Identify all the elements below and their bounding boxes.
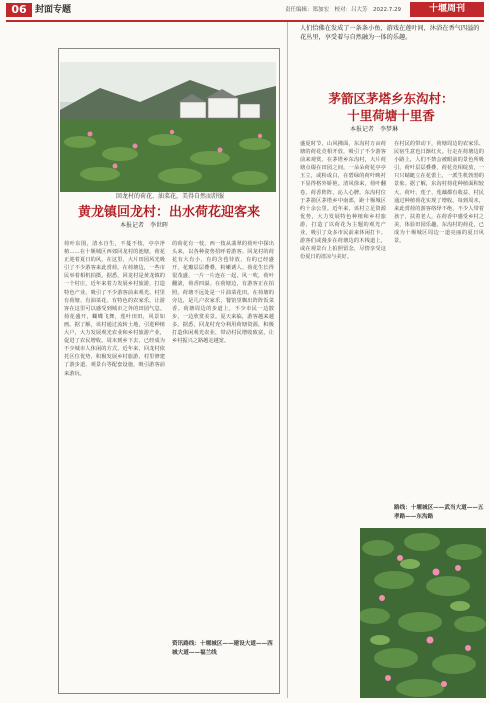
article2-route	[394, 504, 484, 521]
section-title: 封面专题	[35, 5, 72, 15]
brand-logo: 十堰周刊	[410, 2, 484, 17]
article2-body-col1: 盛夏时节，山风拂面，东沟村万亩荷塘的荷花竞相开放，吸引了不少游客前来观赏。在茅塔乡东沟村，大片荷塘点缀在田园之间，一朵朵荷花亭亭玉立，或粉或白，在碧绿的荷叶映衬下显得格外娇艳。清风徐来，荷叶翻卷，荷香阵阵，沁人心脾。东沟村位于茅箭区茅塔乡中南部，距十堰城区约十余公里。近年来，该村立足资源优势，大力发展特色种植和乡村旅游，打造了以荷花为主题的观光产业，吸引了众多市民前来休闲打卡。游客们或漫步在荷塘边的木栈道上，或在观景台上拍照留念，尽情享受这份夏日的清凉与美好。	[300, 141, 386, 261]
article1-byline: 本报记者 李世晖	[120, 222, 169, 229]
editor-credits: 责任编辑：郑加宏 校对：吕大芳 2022.7.29	[285, 7, 401, 13]
article2-title-line1: 茅箭区茅塔乡东沟村：	[328, 91, 454, 106]
article1-caption: 回龙村的荷花、油菜花，美得自然而舒服	[115, 193, 224, 200]
article2-intro: 人们恰佛在发成了一条条小鱼，游戏在莲叶间，沐浴在香气四溢的花丛里，享受着与自然融为一体的乐趣。	[300, 25, 480, 41]
article1-body-col2: 的荷花有一枝，西一枝从翡翠的荷叶中探出头来，以各种姿势招呼着游客。回龙村的荷花有大有小，有的含苞待放，有的已经盛开，花瓣层层叠叠，粉嫩诱人。荷花生长得很茂盛，一片一片连在一起，风一吹，荷叶翻滚，荷香四溢。在荷塘边，有游客正在拍照。荷塘不远处是一片油菜花田。在荷塘的旁边，是几户农家乐，餐馆里飘出阵阵饭菜香。荷塘周边的步道上，不少市民一边散步，一边欣赏美景。夏天来临，游客越来越多。据悉，回龙村充分利用荷塘资源，积极打造休闲观光农业，带动村民增收致富，让乡村振兴之路越走越宽。	[172, 241, 274, 345]
route-text: 路线：十堰城区——武当大道——五孝路——东沟路	[394, 505, 484, 520]
article1-title: 黄龙镇回龙村：出水荷花迎客来	[77, 205, 260, 220]
article1-body-col1: 荷叶东围，清水自生，不蔓不枝，亭亭净植……在十堰城区西郊回龙村的池塘，荷花正迎着夏日的风，在这里，大片田园风光吸引了不少游客来此赏荷。在荷塘边，一些市民举着相机拍摄。据悉，回龙村是黄龙镇的一个村庄，近年来着力发展乡村旅游，打造特色产业，吸引了不少游客前来观光。村里有荷塘、有油菜花、有特色的农家乐，让游客在这里可以感受到城市之外的田园气息。荷花盛开，蝴蝶飞舞，莲叶田田，风景如画。据了解，该村通过流转土地，引进种植大户，大力发展观光农业和乡村旅游产业，促进了农民增收。周末到乡下去，已经成为不少城市人休闲的方式。近年来，回龙村依托区位优势，积极发展乡村旅游，村里修建了游步道、观景台等配套设施，吸引游客前来游玩。	[64, 241, 165, 377]
route-text: 资讯路线：十堰城区——建设大道——西城大道——福兰线	[172, 641, 273, 656]
article2-byline: 本报记者 李梦琳	[350, 126, 399, 133]
header-rule	[6, 20, 484, 22]
article1-photo	[60, 62, 276, 192]
page-number: 06	[6, 3, 32, 17]
article2-photo	[360, 528, 486, 698]
column-divider	[287, 22, 288, 698]
article2-title-line2: 十里荷塘十里香	[347, 108, 435, 123]
article2-body-col2: 在村民的带动下，荷塘周边的农家乐、民宿生意也日渐红火。行走在荷塘边的小路上，人们不禁会被眼前的景色所吸引，荷叶层层叠叠，荷花竞相绽放，一只只蜻蜓立在花蕾上，一派生机勃勃的景象。据了解，东沟村荷花种植面积较大，荷叶、莲子、莲藕都有收益，村民通过种植荷花实现了增收。每到周末，来此赏荷的游客络绎不绝，不少人带着孩子、扶着老人，在荷香中感受乡村之美，体验田园乐趣。东沟村的荷花，已成为十堰城区周边一道亮丽的夏日风景。	[394, 141, 484, 245]
article2-title	[296, 90, 486, 124]
article1-route	[172, 640, 276, 657]
